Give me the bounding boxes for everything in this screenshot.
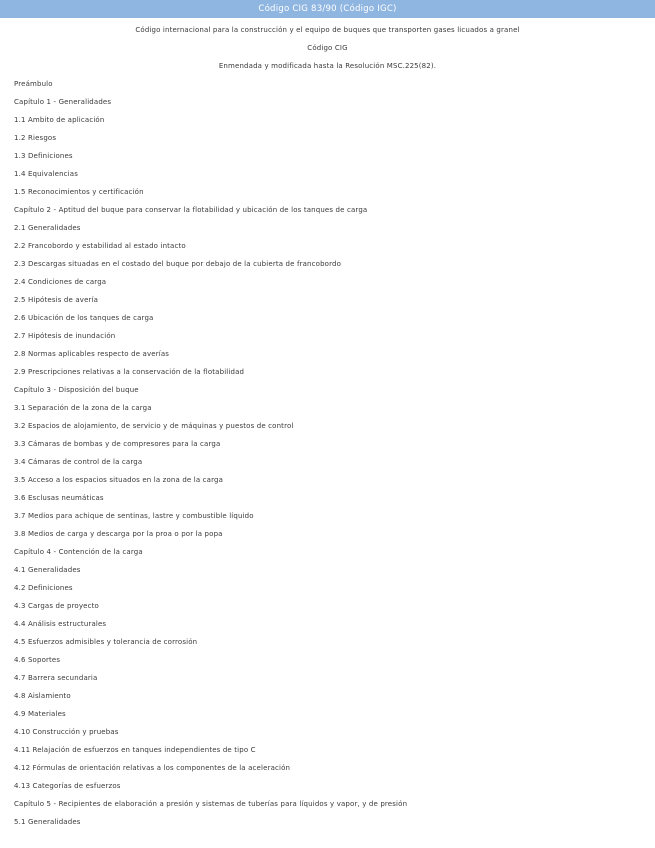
toc-link[interactable]: 1.1 Ambito de aplicación [14,116,105,124]
toc-link[interactable]: 4.9 Materiales [14,710,66,718]
document-title-bar: Código CIG 83/90 (Código IGC) [0,0,655,18]
toc-link[interactable]: 3.6 Esclusas neumáticas [14,494,104,502]
toc-link[interactable]: 3.2 Espacios de alojamiento, de servicio y de máquinas y puestos de control [14,422,294,430]
toc-link[interactable]: 2.2 Francobordo y estabilidad al estado intacto [14,242,186,250]
toc-link[interactable]: Preámbulo [14,80,53,88]
toc-link[interactable]: 2.5 Hipótesis de avería [14,296,99,304]
toc-link[interactable]: 3.8 Medios de carga y descarga por la proa o por la popa [14,530,223,538]
toc-link[interactable]: 2.9 Prescripciones relativas a la conservación de la flotabilidad [14,368,245,376]
short-title: Código CIG [307,44,348,52]
toc-link[interactable]: 2.7 Hipótesis de inundación [14,332,116,340]
toc-link[interactable]: 1.4 Equivalencias [14,170,79,178]
toc-link[interactable]: 4.4 Análisis estructurales [14,620,107,628]
toc-link[interactable]: 4.12 Fórmulas de orientación relativas a los componentes de la aceleración [14,764,291,772]
toc-link[interactable]: 4.10 Construcción y pruebas [14,728,119,736]
toc-link[interactable]: 3.4 Cámaras de control de la carga [14,458,143,466]
toc-link[interactable]: 3.1 Separación de la zona de la carga [14,404,152,412]
toc-link[interactable]: 4.7 Barrera secundaria [14,674,98,682]
toc-link[interactable]: Capítulo 2 - Aptitud del buque para conservar la flotabilidad y ubicación de los tanques de carga [14,206,368,214]
toc-link[interactable]: 3.7 Medios para achique de sentinas, lastre y combustible líquido [14,512,254,520]
toc-link[interactable]: 1.5 Reconocimientos y certificación [14,188,144,196]
toc-link[interactable]: 3.5 Acceso a los espacios situados en la zona de la carga [14,476,224,484]
toc-link[interactable]: 4.1 Generalidades [14,566,81,574]
toc-link[interactable]: 2.1 Generalidades [14,224,81,232]
toc-link[interactable]: 3.3 Cámaras de bombas y de compresores para la carga [14,440,221,448]
toc-link[interactable]: Capítulo 1 - Generalidades [14,98,112,106]
toc-link[interactable]: Capítulo 5 - Recipientes de elaboración a presión y sistemas de tuberías para líquidos y vapor, y de presión [14,800,408,808]
toc-link[interactable]: 2.6 Ubicación de los tanques de carga [14,314,154,322]
toc-link[interactable]: Capítulo 3 - Disposición del buque [14,386,139,394]
toc-link[interactable]: 4.8 Aislamiento [14,692,71,700]
toc-link[interactable]: 4.13 Categorías de esfuerzos [14,782,121,790]
toc-link[interactable]: Capítulo 4 - Contención de la carga [14,548,143,556]
toc-link[interactable]: 4.11 Relajación de esfuerzos en tanques independientes de tipo C [14,746,256,754]
toc-link[interactable]: 2.8 Normas aplicables respecto de averías [14,350,170,358]
toc-link[interactable]: 2.3 Descargas situadas en el costado del buque por debajo de la cubierta de francobordo [14,260,342,268]
amendment-note: Enmendada y modificada hasta la Resolución MSC.225(82). [218,62,437,70]
toc-link[interactable]: 1.3 Definiciones [14,152,73,160]
toc-link[interactable]: 2.4 Condiciones de carga [14,278,107,286]
document-header [0,21,655,75]
full-title: Código internacional para la construcción y el equipo de buques que transporten gases licuados a granel [135,26,520,34]
toc-link[interactable]: 4.6 Soportes [14,656,61,664]
toc-link[interactable]: 4.5 Esfuerzos admisibles y tolerancia de corrosión [14,638,198,646]
table-of-contents [0,75,655,831]
toc-link[interactable]: 4.3 Cargas de proyecto [14,602,99,610]
toc-link[interactable]: 4.2 Definiciones [14,584,73,592]
toc-link[interactable]: 1.2 Riesgos [14,134,57,142]
toc-link[interactable]: 5.1 Generalidades [14,818,81,826]
